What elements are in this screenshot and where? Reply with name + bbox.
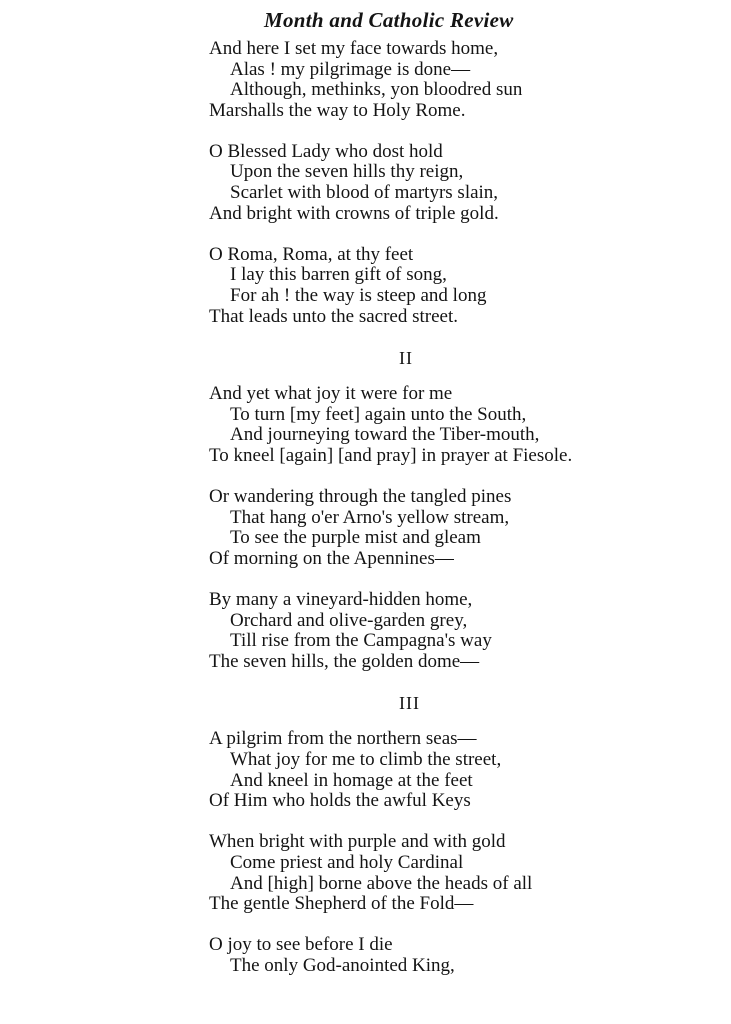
poem-line: The gentle Shepherd of the Fold— (209, 893, 474, 915)
poem-line: When bright with purple and with gold (209, 831, 506, 853)
poem-line: Or wandering through the tangled pines (209, 486, 512, 508)
poem-line: And here I set my face towards home, (209, 38, 499, 59)
stanza (209, 590, 724, 672)
poem-line: A pilgrim from the northern seas— (209, 728, 477, 750)
running-head: Month and Catholic Review (264, 8, 514, 32)
poem-line: To turn [my feet] again unto the South, (230, 403, 527, 425)
section-number: II (399, 347, 413, 368)
poem-line: And bright with crowns of triple gold. (209, 202, 499, 224)
poem-line: Till rise from the Campagna's way (230, 630, 492, 652)
poem-line: The seven hills, the golden dome— (209, 650, 480, 672)
stanza (209, 384, 724, 466)
poem-line: And kneel in homage at the feet (230, 769, 473, 791)
poem-line: O Blessed Lady who dost hold (209, 140, 443, 162)
section-number: III (399, 692, 420, 713)
poem-line: And journeying toward the Tiber-mouth, (230, 424, 540, 446)
poem-line: I lay this barren gift of song, (230, 264, 447, 286)
poem-line: And [high] borne above the heads of all (230, 872, 533, 894)
poem-line: To kneel [again] [and pray] in prayer at Fiesole. (209, 445, 573, 466)
poem-line: For ah ! the way is steep and long (230, 284, 487, 306)
stanza (209, 245, 724, 327)
stanza (209, 487, 724, 569)
poem-line: Although, methinks, yon bloodred sun (230, 79, 523, 101)
poem-line: Alas ! my pilgrimage is done— (230, 58, 471, 80)
poem-body (209, 39, 724, 997)
stanza (209, 935, 724, 976)
poem-line: Of Him who holds the awful Keys (209, 790, 471, 812)
poem-line: Upon the seven hills thy reign, (230, 161, 464, 183)
poem-line: Scarlet with blood of martyrs slain, (230, 182, 499, 204)
poem-line: What joy for me to climb the street, (230, 749, 502, 771)
poem-line: O Roma, Roma, at thy feet (209, 243, 414, 265)
poem-line: Come priest and holy Cardinal (230, 851, 464, 873)
stanza (209, 729, 724, 811)
poem-line: Marshalls the way to Holy Rome. (209, 99, 466, 121)
poem-line: Of morning on the Apennines— (209, 547, 454, 569)
poem-line: O joy to see before I die (209, 934, 393, 956)
poem-line: And yet what joy it were for me (209, 383, 453, 405)
poem-line: The only God-anointed King, (230, 954, 455, 976)
poem-line: Orchard and olive-garden grey, (230, 609, 468, 631)
poem-line: By many a vineyard-hidden home, (209, 588, 473, 610)
stanza (209, 39, 724, 121)
poem-line: That hang o'er Arno's yellow stream, (230, 506, 510, 528)
stanza (209, 142, 724, 224)
poem-line: To see the purple mist and gleam (230, 527, 481, 549)
stanza (209, 832, 724, 914)
poem-line: That leads unto the sacred street. (209, 305, 459, 327)
